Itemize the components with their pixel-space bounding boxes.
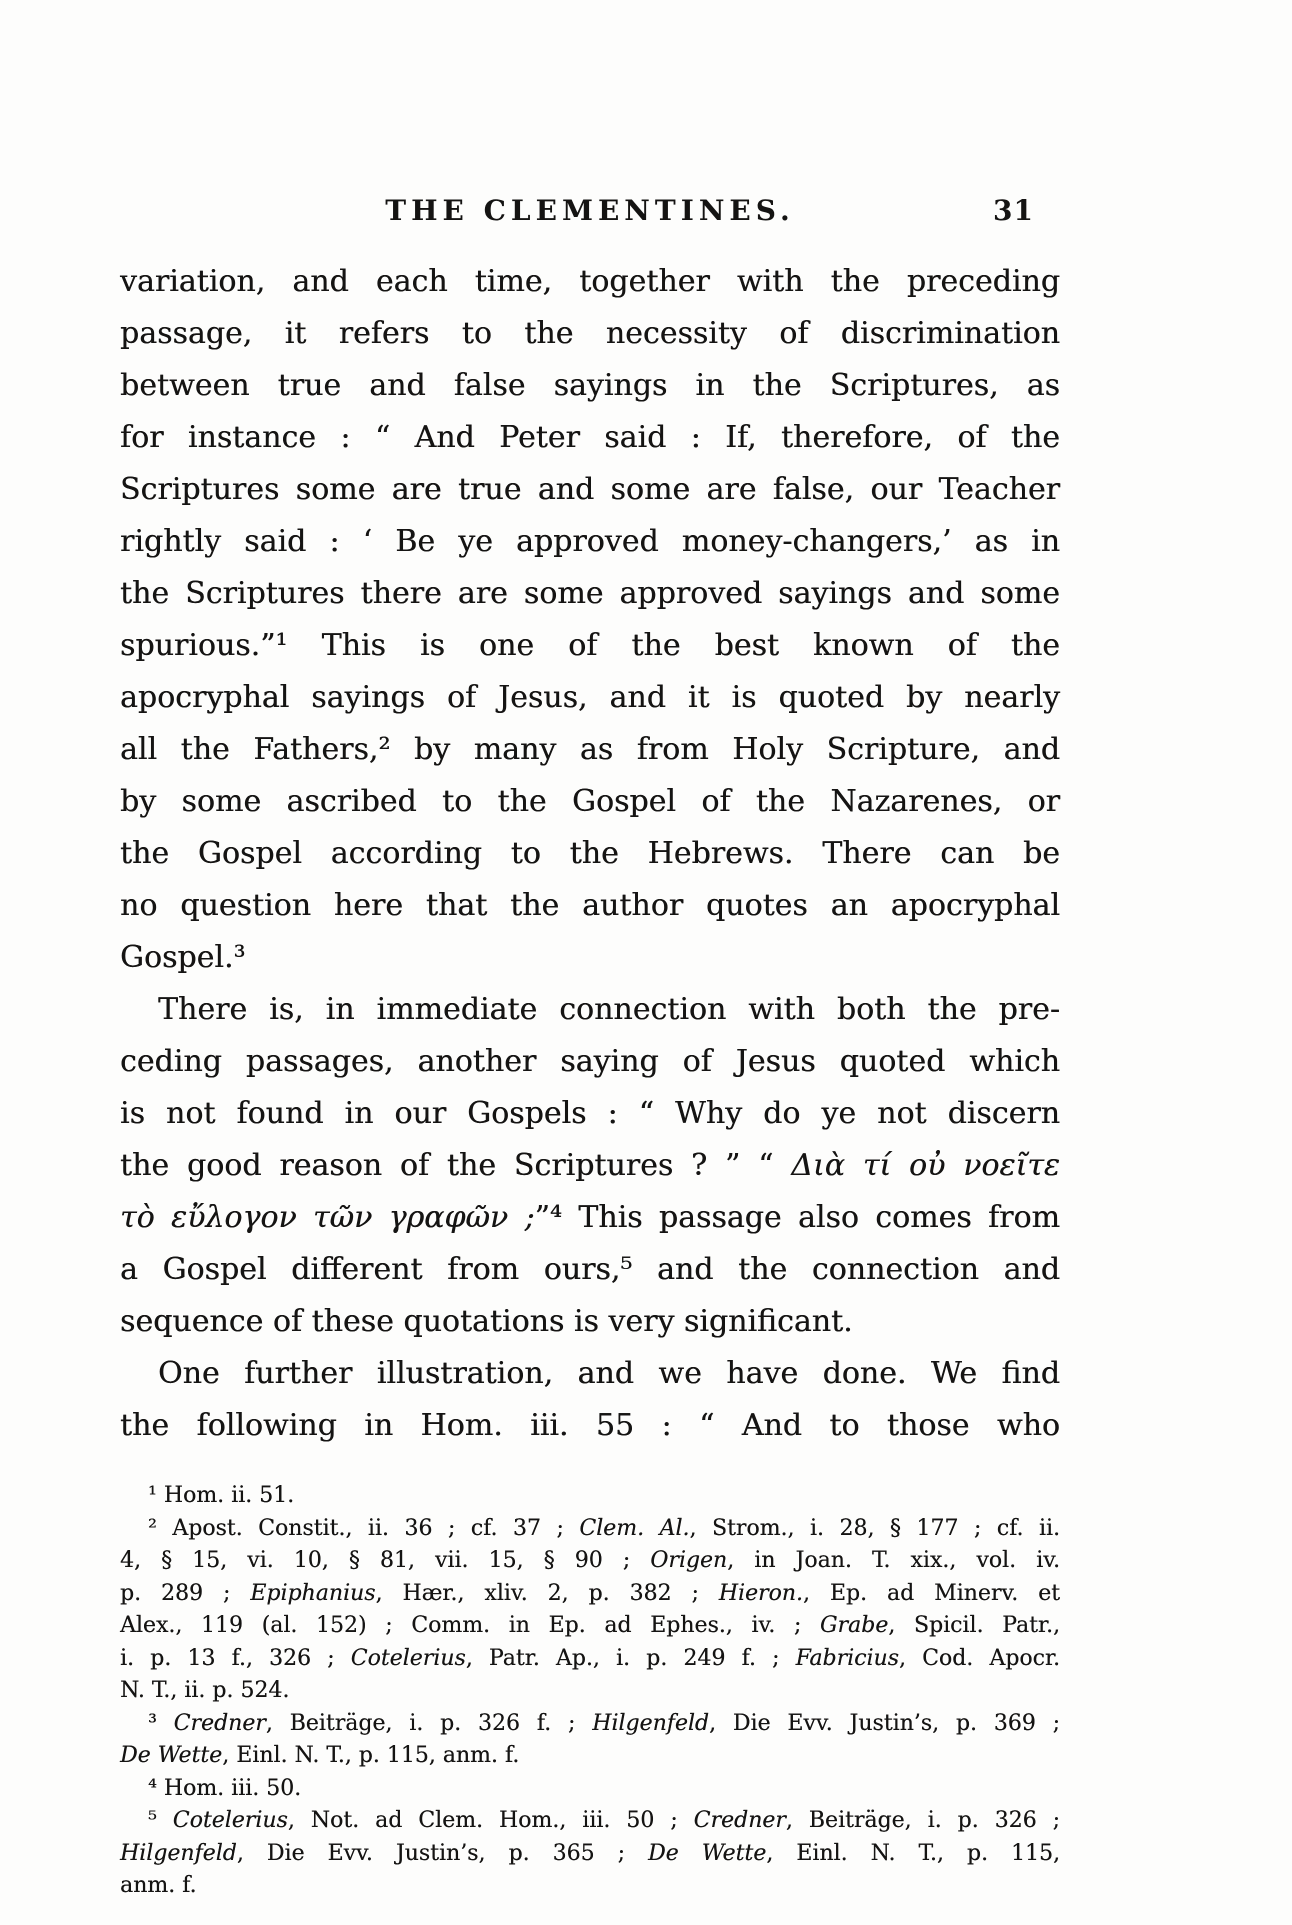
- footnote-line: ³ Credner, Beiträge, i. p. 326 f. ; Hilgenfeld, Die Evv. Justin’s, p. 369 ;: [148, 1710, 1060, 1736]
- body-line: spurious.”¹ This is one of the best known of the: [120, 628, 1060, 663]
- body-line: variation, and each time, together with the preceding: [120, 264, 1060, 299]
- footnote-line: ⁵ Cotelerius, Not. ad Clem. Hom., iii. 50 ; Credner, Beiträge, i. p. 326 ;: [148, 1808, 1061, 1833]
- body-text: [120, 256, 1060, 1452]
- footnotes: [120, 1480, 1060, 1903]
- body-line: passage, it refers to the necessity of discrimination: [120, 316, 1060, 351]
- body-line: the Gospel according to the Hebrews. There can be: [120, 836, 1060, 871]
- footnote-line: ¹ Hom. ii. 51.: [148, 1483, 295, 1508]
- body-line: ceding passages, another saying of Jesus quoted which: [120, 1044, 1060, 1079]
- body-line: no question here that the author quotes an apocryphal: [120, 888, 1060, 923]
- body-line: apocryphal sayings of Jesus, and it is quoted by nearly: [120, 680, 1060, 715]
- body-line: Scriptures some are true and some are false, our Teacher: [120, 472, 1060, 507]
- footnote-line: ² Apost. Constit., ii. 36 ; cf. 37 ; Clem. Al., Strom., i. 28, § 177 ; cf. ii.: [148, 1515, 1061, 1541]
- footnote-line: 4, § 15, vi. 10, § 81, vii. 15, § 90 ; Origen, in Joan. T. xix., vol. iv.: [120, 1548, 1061, 1573]
- body-line: a Gospel different from ours,⁵ and the connection and: [120, 1252, 1060, 1287]
- body-line: by some ascribed to the Gospel of the Nazarenes, or: [120, 784, 1060, 819]
- footnote-line: ⁴ Hom. iii. 50.: [148, 1775, 302, 1801]
- body-line: all the Fathers,² by many as from Holy Scripture, and: [120, 732, 1060, 767]
- body-line: is not found in our Gospels : “ Why do ye not discern: [120, 1096, 1060, 1131]
- body-line: Gospel.³: [120, 940, 246, 975]
- body-line: between true and false sayings in the Scriptures, as: [120, 368, 1060, 403]
- body-line: the Scriptures there are some approved sayings and some: [120, 576, 1060, 611]
- footnote-line: p. 289 ; Epiphanius, Hær., xliv. 2, p. 382 ; Hieron., Ep. ad Minerv. et: [120, 1580, 1060, 1606]
- running-header: [120, 194, 1060, 238]
- page-number: 31: [993, 194, 1034, 227]
- footnote-line: De Wette, Einl. N. T., p. 115, anm. f.: [120, 1743, 520, 1768]
- footnote-line: N. T., ii. p. 524.: [120, 1678, 290, 1703]
- body-line: rightly said : ‘ Be ye approved money-changers,’ as in: [120, 524, 1060, 559]
- body-line: There is, in immediate connection with both the pre-: [158, 992, 1060, 1027]
- body-line: the following in Hom. iii. 55 : “ And to those who: [120, 1408, 1060, 1443]
- footnote-line: Alex., 119 (al. 152) ; Comm. in Ep. ad Ephes., iv. ; Grabe, Spicil. Patr.,: [120, 1613, 1060, 1638]
- footnote-line: anm. f.: [120, 1873, 197, 1898]
- body-line: τὸ εὔλογον τῶν γραφῶν ;”⁴ This passage also comes from: [120, 1200, 1060, 1235]
- body-line: for instance : “ And Peter said : If, therefore, of the: [120, 420, 1060, 455]
- body-line: sequence of these quotations is very significant.: [120, 1304, 853, 1339]
- footnote-line: i. p. 13 f., 326 ; Cotelerius, Patr. Ap., i. p. 249 f. ; Fabricius, Cod. Apocr.: [120, 1645, 1061, 1671]
- body-line: the good reason of the Scriptures ? ” “ Διὰ τί οὐ νοεῖτε: [120, 1148, 1060, 1183]
- footnote-line: Hilgenfeld, Die Evv. Justin’s, p. 365 ; De Wette, Einl. N. T., p. 115,: [120, 1840, 1061, 1866]
- body-line: One further illustration, and we have done. We find: [158, 1356, 1060, 1391]
- page-title: THE CLEMENTINES.: [385, 194, 795, 227]
